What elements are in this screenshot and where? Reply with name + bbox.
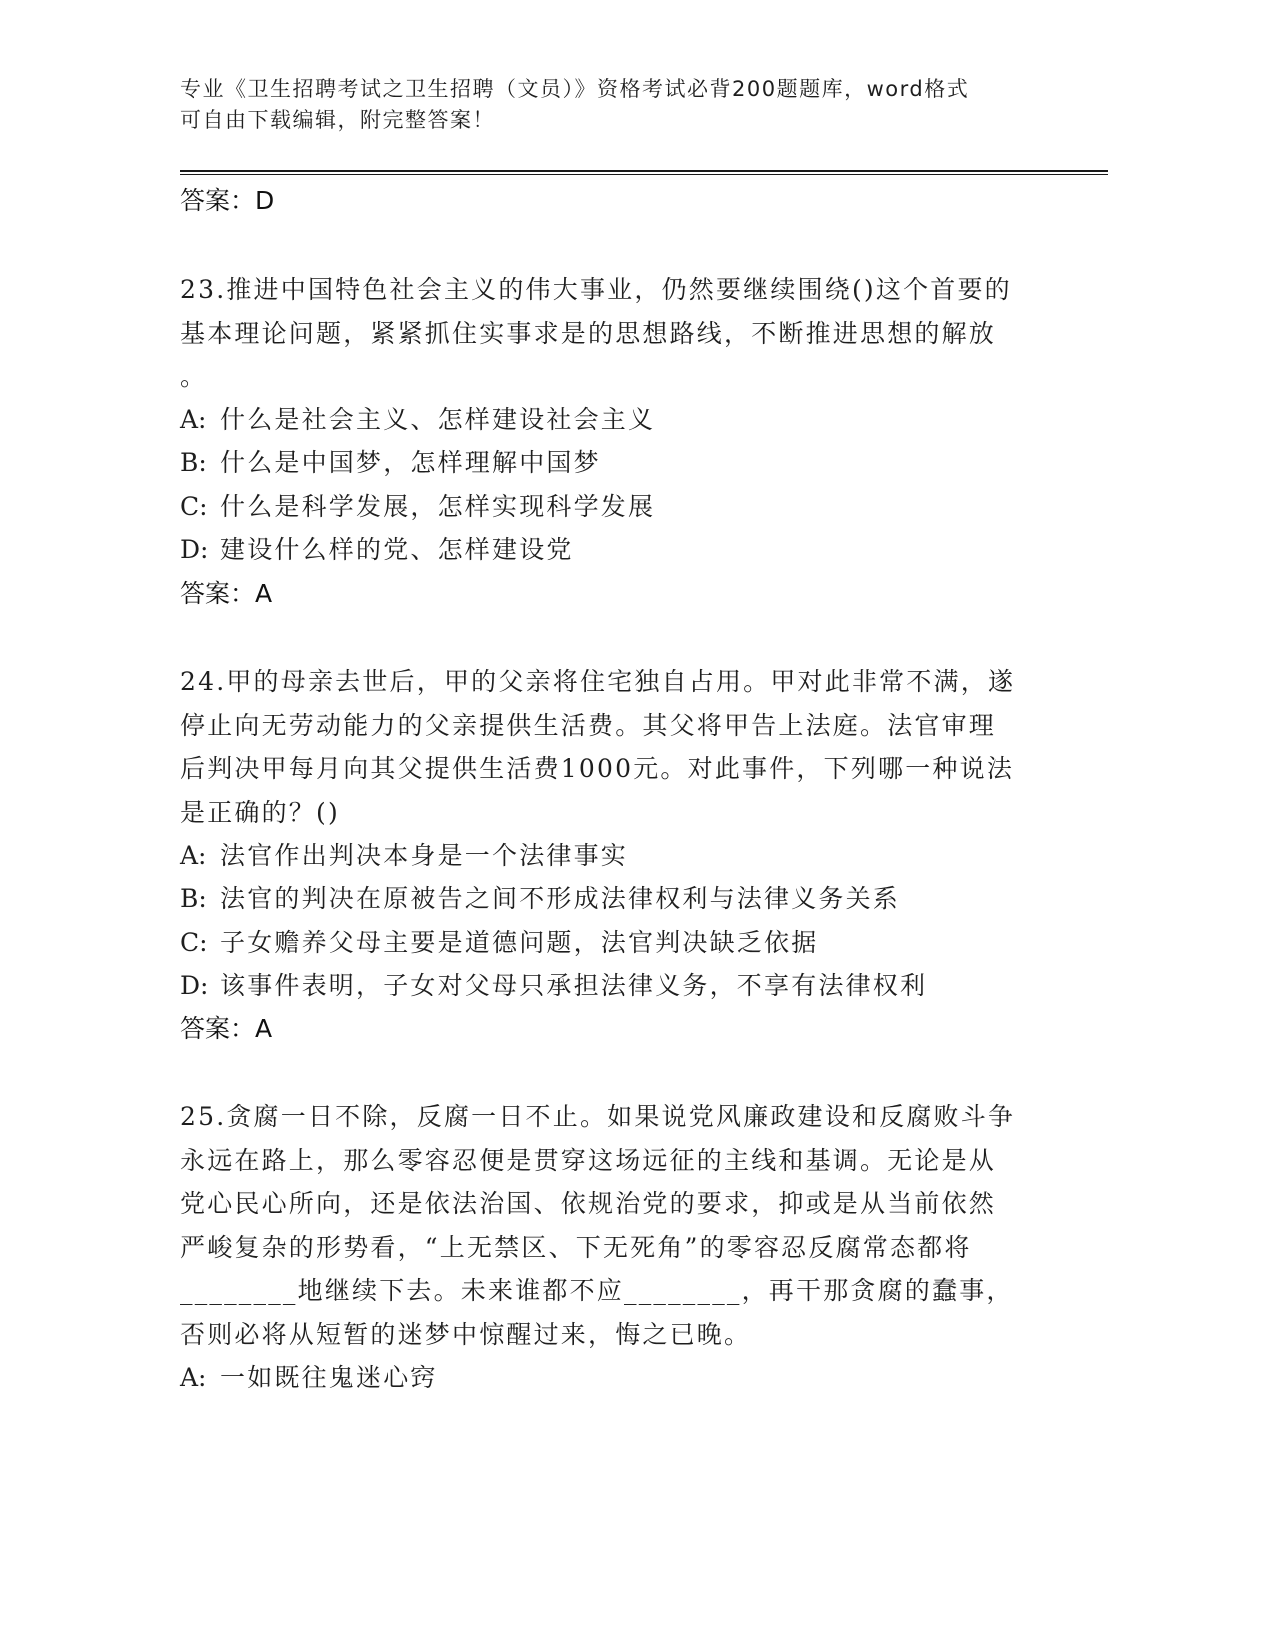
- question-24-line-1: 24.甲的母亲去世后，甲的父亲将住宅独自占用。甲对此非常不满，遂: [180, 667, 1016, 696]
- question-25: [180, 1095, 1040, 1356]
- question-24-line-4: 是正确的？(): [180, 797, 340, 827]
- option-key: A:: [180, 405, 207, 434]
- option-key: D:: [180, 535, 209, 564]
- question-24-option-b: [180, 877, 1040, 920]
- option-text: 一如既往鬼迷心窍: [220, 1363, 438, 1392]
- option-text: 什么是科学发展，怎样实现科学发展: [220, 492, 656, 521]
- question-25-option-a: [180, 1356, 1040, 1399]
- option-text: 什么是中国梦，怎样理解中国梦: [220, 448, 601, 477]
- question-23-option-a: [180, 398, 1040, 441]
- header-line-1: 专业《卫生招聘考试之卫生招聘（文员）》资格考试必背200题题库，word格式: [180, 77, 970, 101]
- option-key: B:: [180, 448, 207, 477]
- option-text: 法官的判决在原被告之间不形成法律权利与法律义务关系: [220, 884, 901, 913]
- answer-q23: 答案：A: [180, 579, 273, 608]
- option-text: 建设什么样的党、怎样建设党: [220, 535, 574, 564]
- question-24-option-c: [180, 921, 1040, 964]
- question-25-line-2: 永远在路上，那么零容忍便是贯穿这场远征的主线和基调。无论是从: [180, 1145, 997, 1175]
- option-key: B:: [180, 884, 207, 913]
- question-24-option-a: [180, 834, 1040, 877]
- question-23-option-b: [180, 441, 1040, 484]
- option-key: C:: [180, 928, 208, 957]
- question-23-line-2: 基本理论问题，紧紧抓住实事求是的思想路线，不断推进思想的解放: [180, 318, 997, 348]
- question-23-option-c: [180, 485, 1040, 528]
- question-23: [180, 268, 1040, 399]
- option-text: 该事件表明，子女对父母只承担法律义务，不享有法律权利: [220, 971, 928, 1000]
- header-line-2: 可自由下载编辑，附完整答案！: [180, 108, 495, 132]
- question-23-line-3: 。: [180, 362, 208, 391]
- option-text: 什么是社会主义、怎样建设社会主义: [220, 405, 656, 434]
- question-24-line-3: 后判决甲每月向其父提供生活费1000元。对此事件，下列哪一种说法: [180, 754, 1015, 783]
- answer-q24: 答案：A: [180, 1014, 273, 1043]
- question-25-line-4: 严峻复杂的形势看，“上无禁区、下无死角”的零容忍反腐常态都将: [180, 1232, 972, 1262]
- question-25-line-3: 党心民心所向，还是依法治国、依规治党的要求，抑或是从当前依然: [180, 1189, 997, 1218]
- question-24-line-2: 停止向无劳动能力的父亲提供生活费。其父将甲告上法庭。法官审理: [180, 710, 997, 740]
- document-header: [180, 74, 1040, 136]
- question-25-line-6: 否则必将从短暂的迷梦中惊醒过来，悔之已晚。: [180, 1319, 752, 1349]
- question-24: [180, 660, 1040, 834]
- option-key: D:: [180, 971, 209, 1000]
- question-23-line-1: 23.推进中国特色社会主义的伟大事业，仍然要继续围绕()这个首要的: [180, 275, 1012, 304]
- option-key: A:: [180, 1363, 207, 1392]
- question-23-option-d: [180, 528, 1040, 571]
- option-key: C:: [180, 492, 208, 521]
- option-text: 子女赡养父母主要是道德问题，法官判决缺乏依据: [220, 928, 819, 957]
- option-key: A:: [180, 841, 207, 870]
- question-25-line-5: ________地继续下去。未来谁都不应________，再干那贪腐的蠢事，: [180, 1276, 1014, 1305]
- option-text: 法官作出判决本身是一个法律事实: [220, 841, 629, 870]
- question-24-option-d: [180, 964, 1040, 1007]
- header-divider: [180, 170, 1108, 175]
- question-25-line-1: 25.贪腐一日不除，反腐一日不止。如果说党风廉政建设和反腐败斗争: [180, 1102, 1016, 1131]
- answer-q22: 答案：D: [180, 186, 275, 215]
